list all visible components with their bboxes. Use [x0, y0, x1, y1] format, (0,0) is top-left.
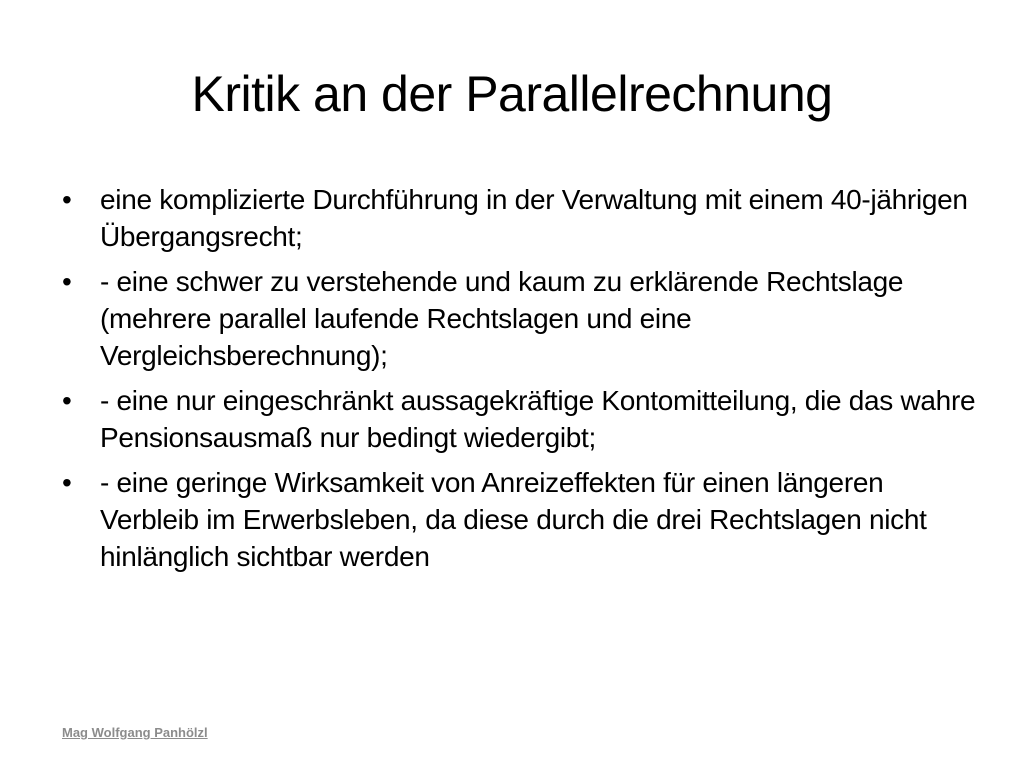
bullet-text: eine komplizierte Durchführung in der Verwaltung mit einem 40-jährigen Übergangsrecht; — [100, 184, 968, 252]
bullet-dot-icon: • — [62, 266, 72, 297]
bullet-item — [60, 464, 980, 575]
bullet-text: - eine nur eingeschränkt aussagekräftige Kontomitteilung, die das wahre Pensionsausmaß nur bedingt wiedergibt; — [100, 385, 976, 453]
bullet-item — [60, 181, 980, 255]
author-footer-link[interactable]: Mag Wolfgang Panhölzl — [62, 725, 208, 740]
bullet-item — [60, 263, 980, 374]
bullet-list — [60, 181, 980, 583]
slide-title: Kritik an der Parallelrechnung — [191, 66, 833, 122]
bullet-text: - eine schwer zu verstehende und kaum zu erklärende Rechtslage (mehrere parallel laufende Rechtslagen und eine Vergleichsberechnung); — [100, 266, 904, 371]
bullet-dot-icon: • — [62, 184, 72, 215]
bullet-text: - eine geringe Wirksamkeit von Anreizeffekten für einen längeren Verbleib im Erwerbsleben, da diese durch die drei Rechtslagen nicht hinlänglich sichtbar werden — [100, 467, 927, 572]
bullet-dot-icon: • — [62, 385, 72, 416]
bullet-dot-icon: • — [62, 467, 72, 498]
bullet-item — [60, 382, 980, 456]
